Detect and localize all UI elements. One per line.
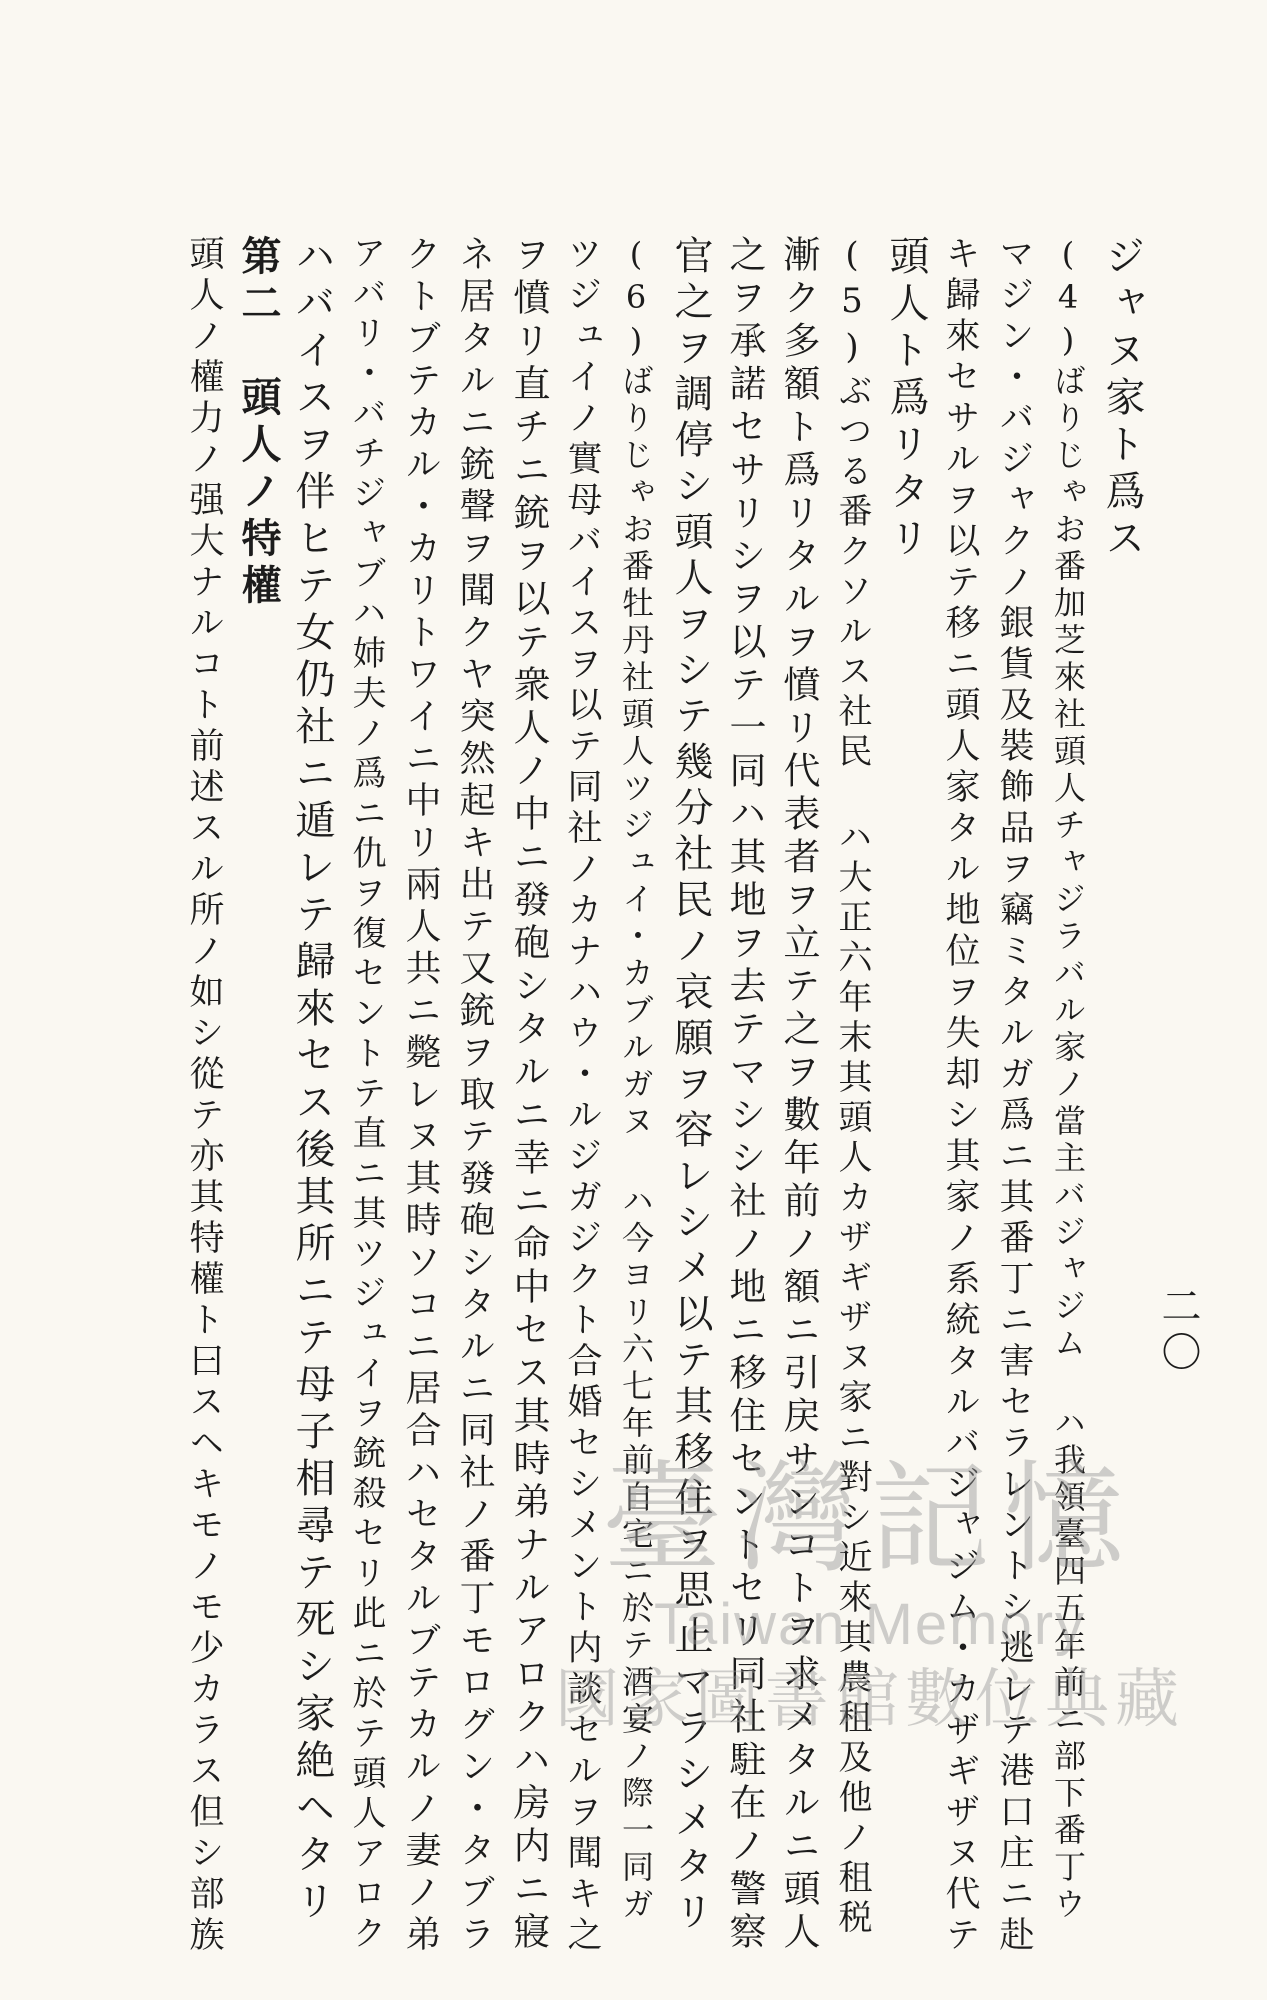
text-column-12: ヲ憤リ直チニ銃ヲ以テ衆人ノ中ニ發砲シタルニ幸ニ命中セス其時弟ナルアロクハ房内ニ寢 [507, 235, 550, 1955]
text-column-3: マジン・バジャクノ銀貨及裝飾品ヲ竊ミタルガ爲ニ其番丁ニ害セラレントシ逃レテ港口庄ニ赴 [994, 235, 1034, 1957]
page-number: 二〇 [1155, 1285, 1201, 1377]
text-column-2: (4)ばりじゃお番加芝來社頭人チャジラバル家ノ當主バジャジム ハ我領臺四五年前ニ部下番丁ウ [1049, 235, 1087, 1924]
text-column-4: キ歸來セサルヲ以テ移ニ頭人家タル地位ヲ失却シ其家ノ系統タルバジャジム・カザギザヌ代テ [940, 235, 980, 1957]
watermark-library-name: 國家圖書館數位典藏 [555, 1663, 1185, 1737]
text-column-7: 漸ク多額ト爲リタルヲ憤リ代表者ヲ立テ之ヲ數年前ノ額ニ引戻サンコトヲ求メタルニ頭人 [777, 235, 820, 1955]
text-column-10: (6)ばりじゃお番牡丹社頭人ツジュイ・カブルガヌ ハ今ヨリ六七年前自宅ニ於テ酒宴ノ際一同ガ [617, 235, 655, 1924]
text-column-11: ツジュイノ實母バイスヲ以テ同社ノカナハウ・ルジガジクト合婚セシメント内談セルヲ聞キ之 [562, 235, 602, 1957]
text-column-18: 頭人ノ權力ノ强大ナルコト前述スル所ノ如シ從テ亦其特權ト曰スヘキモノモ少カラス但シ部族 [184, 235, 224, 1957]
watermark-english-title: Taiwan Memory [653, 1592, 1087, 1657]
text-column-5: 頭人ト爲リタリ [883, 235, 929, 564]
text-column-6: (5)ぶつる番クソルス社民 ハ大正六年末其頭人カザギザヌ家ニ對シ近來其農租及他ノ租税 [832, 235, 872, 1939]
text-column-9: 官之ヲ調停シ頭人ヲシテ幾分社民ノ哀願ヲ容レシメ以テ其移住ヲ思止マラシメタリ [668, 235, 713, 1937]
section-heading: 第二 頭人ノ特權 [235, 235, 282, 611]
text-column-1: ジャヌ家ト爲ス [1099, 235, 1145, 564]
watermark-chinese-title: 臺灣記憶 [602, 1450, 1138, 1589]
library-watermark [520, 1450, 1220, 1850]
text-column-15: アバリ・バチジャブハ姉夫ノ爲ニ仇ヲ復セントテ直ニ其ツジュイヲ銃殺セリ此ニ於テ頭人アロク [346, 235, 386, 1955]
text-column-13: ネ居タルニ銃聲ヲ聞クヤ突然起キ出テ又銃ヲ取テ發砲シタルニ同社ノ番丁モログン・タブラ [454, 235, 495, 1957]
text-column-16: ハバイスヲ伴ヒテ女仍社ニ遁レテ歸來セス後其所ニテ母子相尋テ死シ家絶ヘタリ [289, 235, 335, 1927]
text-column-8: 之ヲ承諾セサリシヲ以テ一同ハ其地ヲ去テマシシ社ノ地ニ移住セントセリ同社駐在ノ警察 [723, 235, 766, 1955]
text-column-14: クトブテカル・カリトワイニ中リ兩人共ニ斃レヌ其時ソコニ居合ハセタルブテカルノ妻ノ弟 [400, 235, 441, 1957]
